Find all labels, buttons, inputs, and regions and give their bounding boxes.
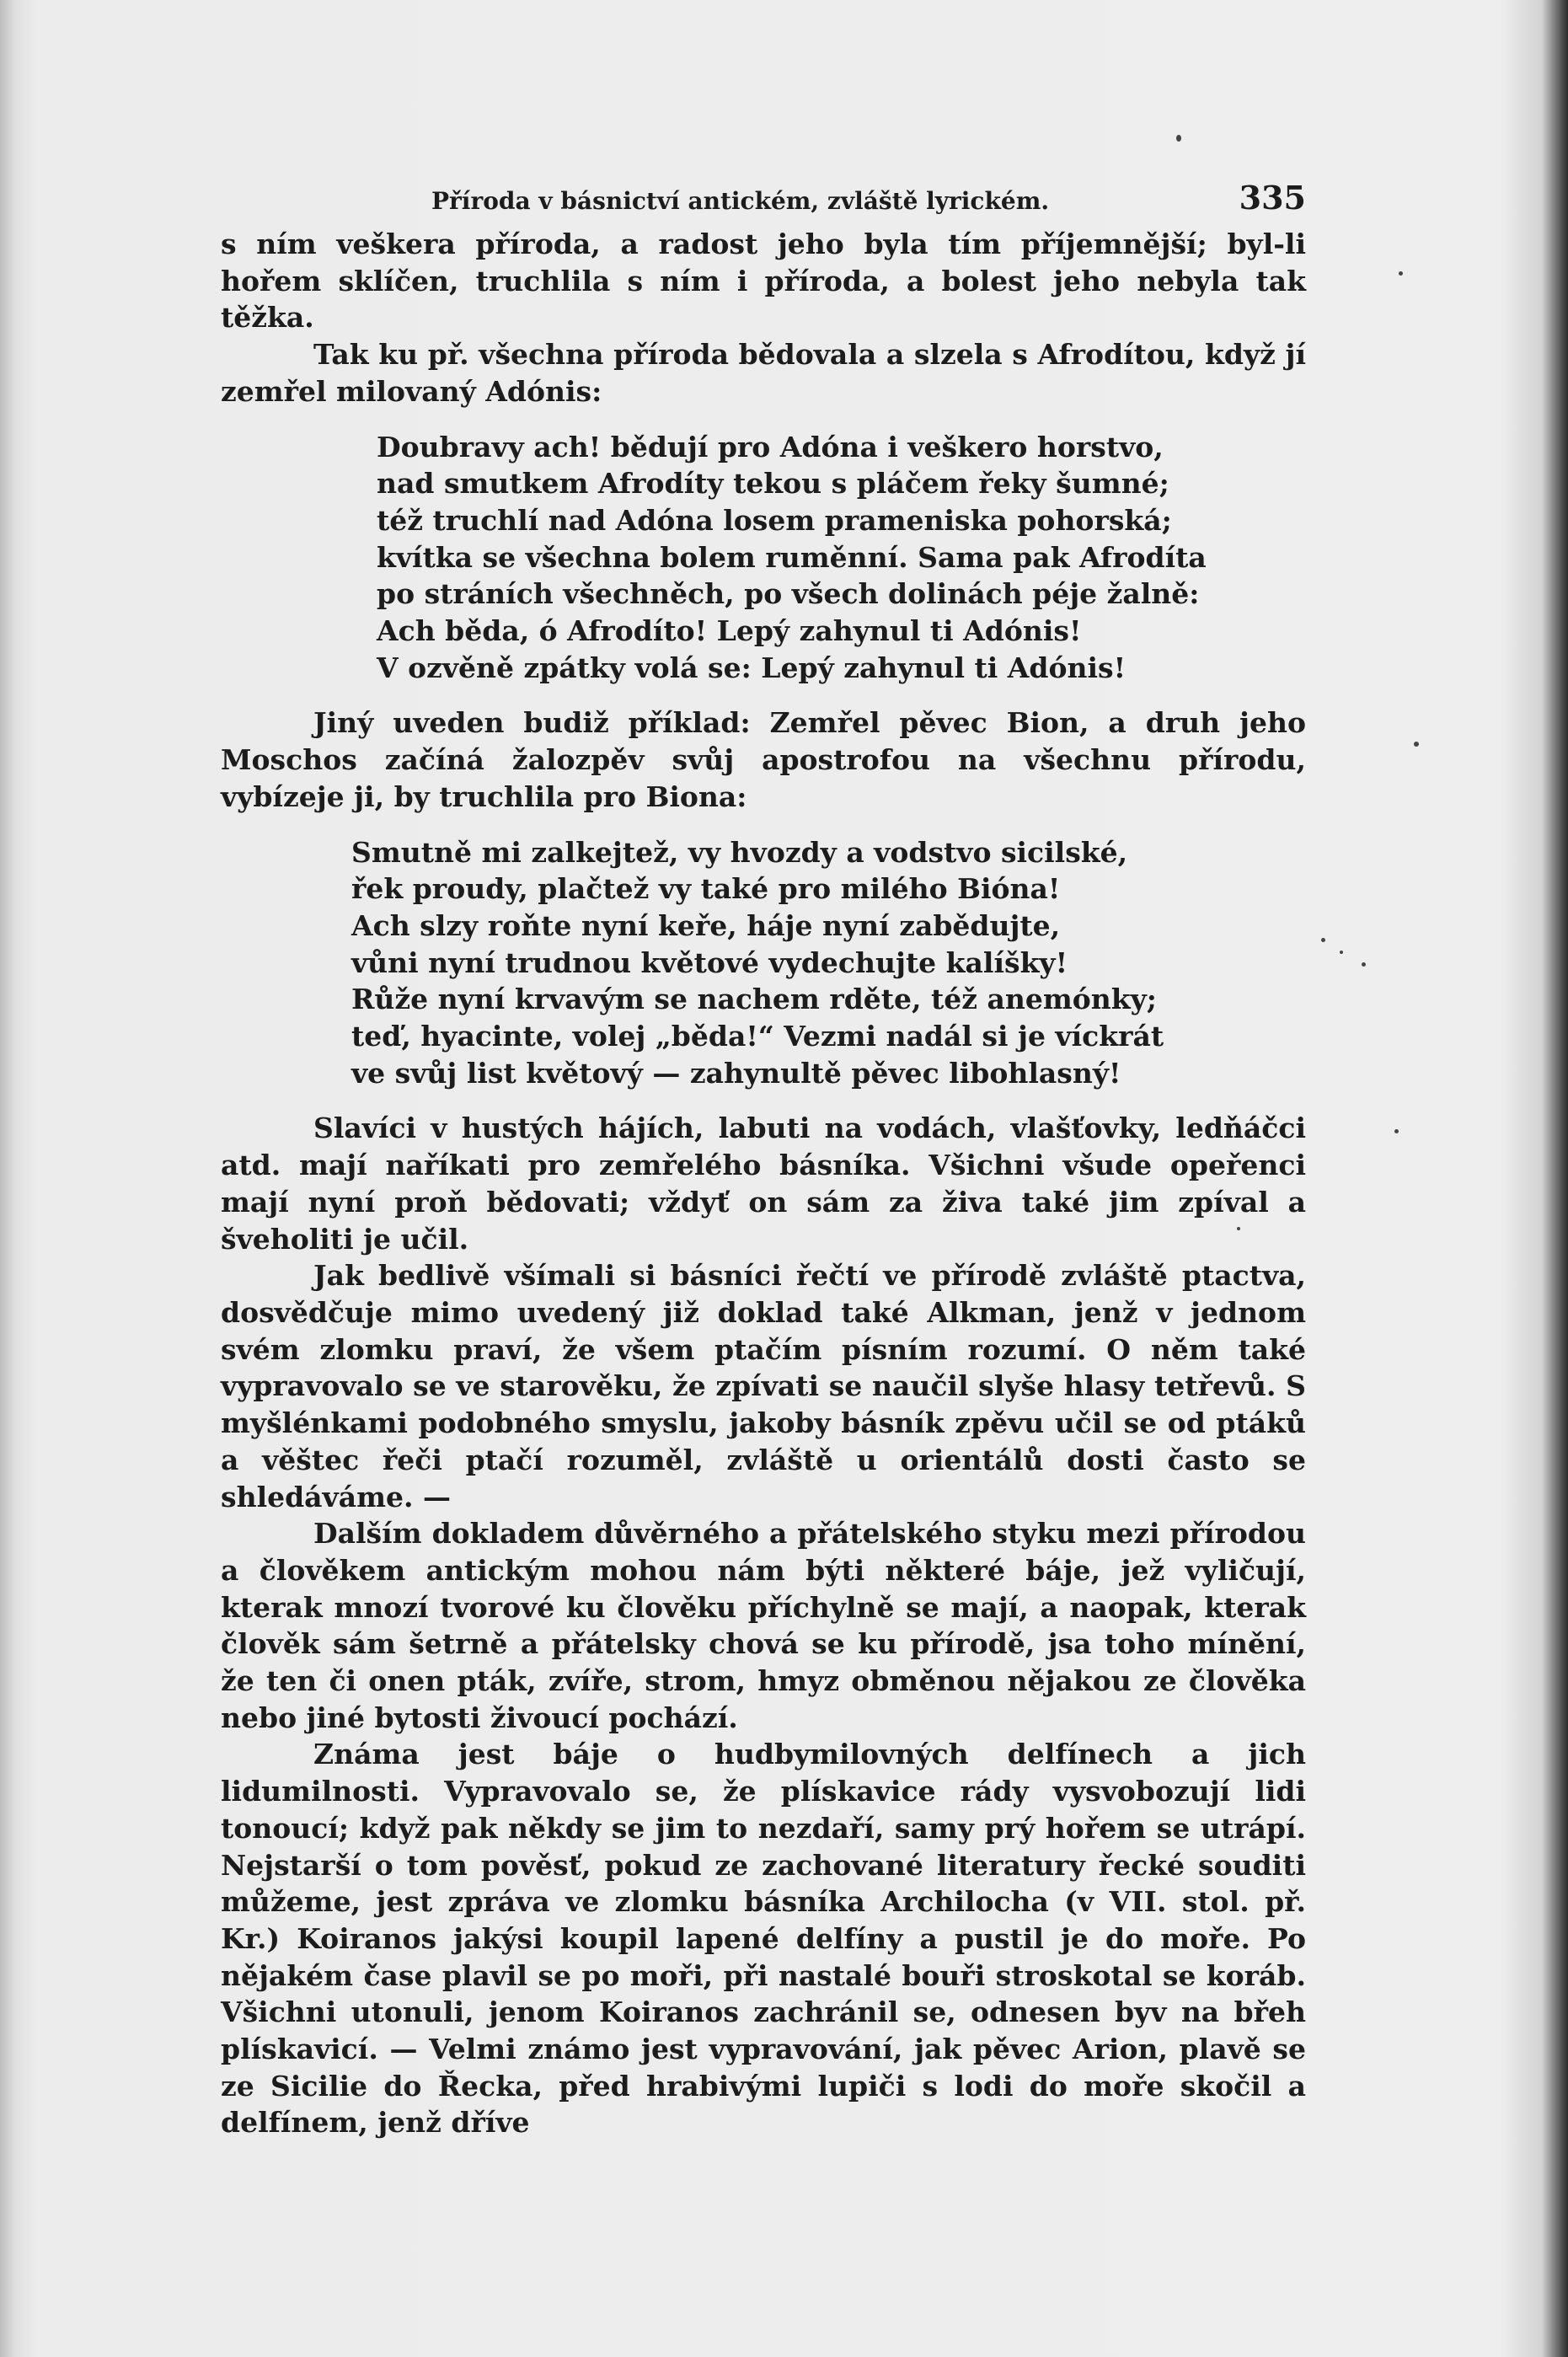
scan-speck [1321,938,1325,942]
verse-line: V ozvěně zpátky volá se: Lepý zahynul ti Adónis! [377,651,1126,684]
page-number: 335 [1239,179,1306,217]
running-title: Příroda v básnictví antickém, zvláště lyrickém. [431,187,1050,215]
verse-line: Ach slzy roňte nyní keře, háje nyní zabědujte, [351,908,1061,942]
scan-speck [1414,742,1419,747]
verse-line: Smutně mi zalkejtež, vy hvozdy a vodstvo sicilské, [351,835,1128,869]
scan-speck [1362,962,1366,967]
scan-speck [1237,1227,1240,1230]
verse-line: též truchlí nad Adóna losem prameniska pohorská; [377,503,1172,537]
scan-speck [1176,135,1181,142]
verse-line: vůni nyní trudnou květové vydechujte kalíšky! [351,945,1068,979]
verse-line: Doubravy ach! bědují pro Adóna i veškero horstvo, [377,430,1164,463]
verse-adonis [221,429,1306,687]
scan-speck [1399,271,1403,276]
paragraph-1: s ním veškera příroda, a radost jeho byla tím příjemnější; byl-li hořem sklíčen, truchlila s ním i příroda, a bolest jeho nebyla tak těžka. [221,228,1306,335]
verse-line: ve svůj list květový — zahynultě pěvec libohlasný! [351,1056,1121,1090]
verse-line: kvítka se všechna bolem ruměnní. Sama pak Afrodíta [377,540,1207,574]
paragraph-5: Jak bedlivě všímali si básníci řečtí ve přírodě zvláště ptactva, dosvědčuje mimo uvedený již doklad také Alkman, jenž v jednom svém zlomku praví, že všem ptačím písním rozumí. O něm také vypravovalo se ve starověku, že zpívati se naučil slyše hlasy tetřevů. S myšlénkami podobného smyslu, jakoby básník zpěvu učil se od ptáků a věštec řeči ptačí rozuměl, zvláště u orientálů dosti často se shledáváme. — [221,1259,1306,1513]
verse-line: Ach běda, ó Afrodíto! Lepý zahynul ti Adónis! [377,614,1082,648]
running-header [221,179,1306,226]
paragraph-3: Jiný uveden budiž příklad: Zemřel pěvec Bion, a druh jeho Moschos začíná žalozpěv svůj apostrofou na všechnu přírodu, vybízeje ji, by truchlila pro Biona: [221,706,1306,813]
verse-line: nad smutkem Afrodíty tekou s pláčem řeky šumné; [377,467,1169,501]
verse-line: Růže nyní krvavým se nachem rděte, též anemónky; [351,983,1157,1016]
paragraph-7: Známa jest báje o hudbymilovných delfínech a jich lidumilnosti. Vypravovalo se, že plískavice rády vysvobozují lidi tonoucí; když pak někdy se jim to nezdaří, samy prý hořem se utrápí. Nejstarší o tom pověsť, pokud ze zachované literatury řecké souditi můžeme, jest zpráva ve zlomku básníka Archilocha (v VII. stol. př. Kr.) Koiranos jakýsi koupil lapené delfíny a pustil je do moře. Po nějakém čase plavil se po moři, při nastalé bouři stroskotal se koráb. Všichni utonuli, jenom Koiranos zachránil se, odnesen byv na břeh plískavicí. — Velmi známo jest vypravování, jak pěvec Arion, plavě se ze Sicilie do Řecka, před hrabivými lupiči s lodi do moře skočil a delfínem, jenž dříve [221,1738,1306,2140]
scan-speck [1340,951,1343,954]
verse-line: řek proudy, plačtež vy také pro milého Bióna! [351,872,1061,906]
paragraph-2: Tak ku př. všechna příroda bědovala a slzela s Afrodítou, když jí zemřel milovaný Adónis: [221,338,1306,408]
text-block [221,179,1306,2141]
verse-bion [221,834,1306,1092]
paragraph-6: Dalším dokladem důvěrného a přátelského styku mezi přírodou a člověkem antickým mohou nám býti některé báje, jež vyličují, kterak mnozí tvorové ku člověku příchylně se mají, a naopak, kterak člověk sám šetrně a přátelsky chová se ku přírodě, jsa toho mínění, že ten či onen pták, zvíře, strom, hmyz obměnou nějakou ze člověka nebo jiné bytosti živoucí pochází. [221,1517,1306,1734]
paragraph-4: Slavíci v hustých hájích, labuti na vodách, vlašťovky, ledňáčci atd. mají naříkati pro zemřelého básníka. Všichni všude opeřenci mají nyní proň bědovati; vždyť on sám za živa také jim zpíval a šveholiti je učil. [221,1112,1306,1256]
scan-speck [1394,1129,1399,1133]
verse-line: teď, hyacinte, volej „běda!“ Vezmi nadál si je víckrát [351,1020,1164,1053]
verse-line: po stráních všechněch, po všech dolinách péje žalně: [377,577,1200,611]
